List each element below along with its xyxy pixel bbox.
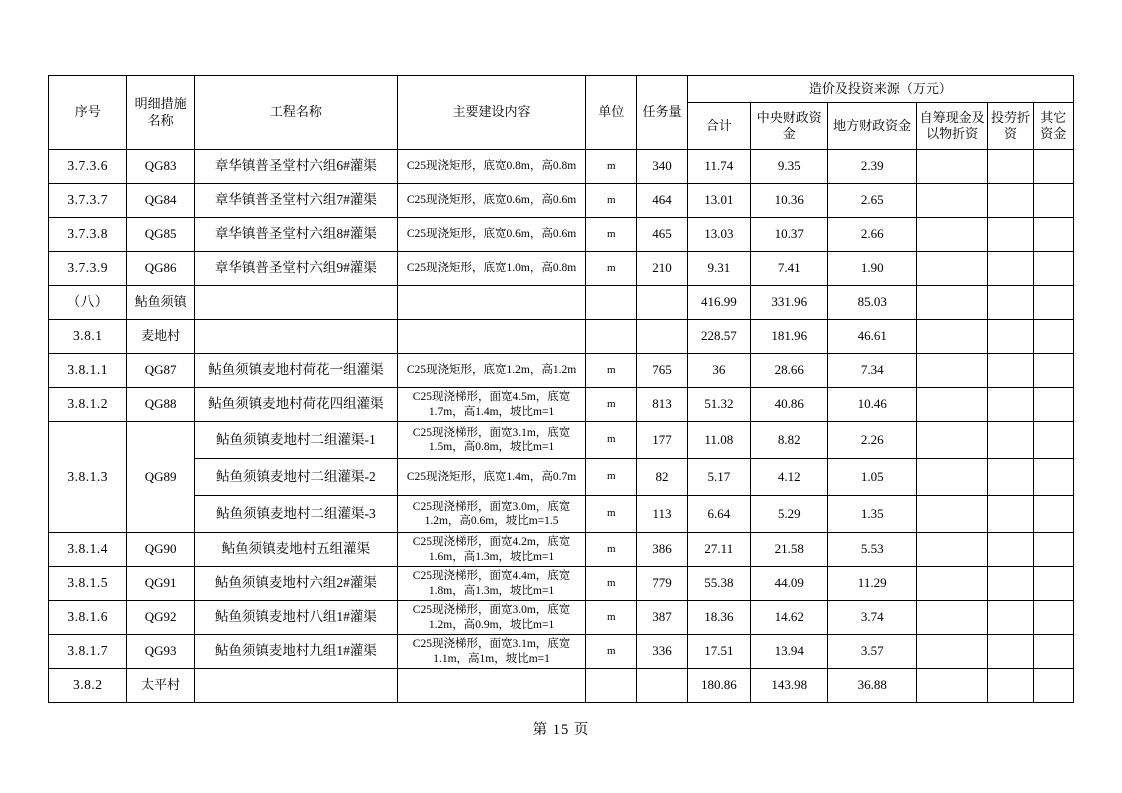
cell-local-funds: 2.39 (828, 150, 917, 184)
cell-quantity: 464 (637, 184, 687, 218)
cell-central-funds: 331.96 (751, 286, 828, 320)
cell-quantity: 779 (637, 567, 687, 601)
cell-other-funds (1033, 150, 1073, 184)
cell-project-name: 鲇鱼须镇麦地村二组灌渠-2 (194, 459, 397, 496)
cell-other-funds (1033, 252, 1073, 286)
cell-measure-code: QG87 (127, 354, 194, 388)
cell-quantity: 765 (637, 354, 687, 388)
table-row (49, 388, 1074, 422)
cell-self-raised-funds (916, 218, 987, 252)
cell-self-raised-funds (916, 635, 987, 669)
cell-labor-funds (988, 422, 1033, 459)
cell-self-raised-funds (916, 320, 987, 354)
cell-labor-funds (988, 459, 1033, 496)
cell-seq: 3.7.3.9 (49, 252, 127, 286)
cell-total: 55.38 (687, 567, 750, 601)
cell-self-raised-funds (916, 388, 987, 422)
cell-main-content: C25现浇梯形，面宽4.4m，底宽1.8m，高1.3m，坡比m=1 (398, 567, 586, 601)
cell-total: 9.31 (687, 252, 750, 286)
cell-self-raised-funds (916, 150, 987, 184)
cell-measure-code: QG86 (127, 252, 194, 286)
cell-local-funds: 85.03 (828, 286, 917, 320)
cell-total: 180.86 (687, 669, 750, 703)
cell-quantity (637, 320, 687, 354)
cell-unit: m (586, 218, 637, 252)
cell-unit: m (586, 354, 637, 388)
table-row (49, 459, 1074, 496)
cell-main-content: C25现浇矩形，底宽1.4m，高0.7m (398, 459, 586, 496)
cell-central-funds: 14.62 (751, 601, 828, 635)
cell-main-content: C25现浇矩形，底宽1.0m，高0.8m (398, 252, 586, 286)
cell-project-name: 鲇鱼须镇麦地村五组灌渠 (194, 533, 397, 567)
cost-table-container (48, 75, 1074, 703)
cell-measure-code: QG89 (127, 422, 194, 533)
header-central-funds: 中央财政资金 (751, 103, 828, 150)
cell-central-funds: 143.98 (751, 669, 828, 703)
cell-other-funds (1033, 459, 1073, 496)
cell-unit (586, 286, 637, 320)
cell-unit: m (586, 388, 637, 422)
cell-measure-code: QG90 (127, 533, 194, 567)
cell-labor-funds (988, 286, 1033, 320)
cell-unit: m (586, 533, 637, 567)
cell-project-name: 鲇鱼须镇麦地村二组灌渠-3 (194, 496, 397, 533)
cell-main-content (398, 320, 586, 354)
cell-total: 18.36 (687, 601, 750, 635)
cell-central-funds: 21.58 (751, 533, 828, 567)
cell-other-funds (1033, 286, 1073, 320)
cell-other-funds (1033, 320, 1073, 354)
cell-other-funds (1033, 496, 1073, 533)
cell-labor-funds (988, 184, 1033, 218)
table-row (49, 669, 1074, 703)
cell-measure-code: 麦地村 (127, 320, 194, 354)
cell-project-name: 鲇鱼须镇麦地村九组1#灌渠 (194, 635, 397, 669)
cell-quantity (637, 286, 687, 320)
cell-labor-funds (988, 218, 1033, 252)
header-quantity: 任务量 (637, 76, 687, 150)
cell-central-funds: 9.35 (751, 150, 828, 184)
table-row (49, 422, 1074, 459)
investment-summary-table (48, 75, 1074, 703)
cell-measure-code: 鲇鱼须镇 (127, 286, 194, 320)
cell-seq: 3.7.3.6 (49, 150, 127, 184)
cell-main-content: C25现浇梯形，面宽3.1m，底宽1.5m，高0.8m，坡比m=1 (398, 422, 586, 459)
cell-total: 27.11 (687, 533, 750, 567)
cell-main-content: C25现浇矩形，底宽0.8m，高0.8m (398, 150, 586, 184)
cell-seq: 3.7.3.7 (49, 184, 127, 218)
cell-seq: （八） (49, 286, 127, 320)
cell-quantity: 340 (637, 150, 687, 184)
cell-total: 228.57 (687, 320, 750, 354)
cell-quantity: 177 (637, 422, 687, 459)
cell-total: 13.01 (687, 184, 750, 218)
cell-other-funds (1033, 218, 1073, 252)
cell-other-funds (1033, 669, 1073, 703)
cell-unit: m (586, 252, 637, 286)
cell-total: 51.32 (687, 388, 750, 422)
cell-central-funds: 28.66 (751, 354, 828, 388)
cell-total: 11.08 (687, 422, 750, 459)
cell-central-funds: 7.41 (751, 252, 828, 286)
header-measure-code: 明细措施名称 (127, 76, 194, 150)
cell-labor-funds (988, 533, 1033, 567)
cell-seq: 3.8.1.6 (49, 601, 127, 635)
cell-labor-funds (988, 635, 1033, 669)
cell-measure-code: 太平村 (127, 669, 194, 703)
cell-labor-funds (988, 354, 1033, 388)
cell-central-funds: 181.96 (751, 320, 828, 354)
cell-project-name: 章华镇普圣堂村六组8#灌渠 (194, 218, 397, 252)
cell-main-content: C25现浇梯形，面宽4.2m，底宽1.6m，高1.3m，坡比m=1 (398, 533, 586, 567)
cell-total: 13.03 (687, 218, 750, 252)
cell-seq: 3.8.1.2 (49, 388, 127, 422)
cell-measure-code: QG83 (127, 150, 194, 184)
table-body (49, 150, 1074, 703)
cell-local-funds: 11.29 (828, 567, 917, 601)
cell-unit: m (586, 150, 637, 184)
header-total: 合计 (687, 103, 750, 150)
cell-local-funds: 1.35 (828, 496, 917, 533)
table-row (49, 286, 1074, 320)
cell-project-name: 章华镇普圣堂村六组9#灌渠 (194, 252, 397, 286)
cell-local-funds: 46.61 (828, 320, 917, 354)
table-row (49, 218, 1074, 252)
cell-self-raised-funds (916, 567, 987, 601)
cell-self-raised-funds (916, 496, 987, 533)
header-self-raised-funds: 自筹现金及以物折资 (916, 103, 987, 150)
cell-project-name: 章华镇普圣堂村六组6#灌渠 (194, 150, 397, 184)
cell-main-content: C25现浇梯形，面宽3.1m，底宽1.1m，高1m，坡比m=1 (398, 635, 586, 669)
cell-project-name: 鲇鱼须镇麦地村荷花一组灌渠 (194, 354, 397, 388)
cell-total: 11.74 (687, 150, 750, 184)
header-main-content: 主要建设内容 (398, 76, 586, 150)
cell-quantity: 387 (637, 601, 687, 635)
table-row (49, 567, 1074, 601)
cell-measure-code: QG85 (127, 218, 194, 252)
cell-total: 36 (687, 354, 750, 388)
cell-measure-code: QG93 (127, 635, 194, 669)
cell-main-content: C25现浇矩形，底宽0.6m，高0.6m (398, 218, 586, 252)
cell-central-funds: 44.09 (751, 567, 828, 601)
header-seq: 序号 (49, 76, 127, 150)
cell-measure-code: QG88 (127, 388, 194, 422)
cell-quantity: 82 (637, 459, 687, 496)
cell-central-funds: 4.12 (751, 459, 828, 496)
cell-project-name: 鲇鱼须镇麦地村八组1#灌渠 (194, 601, 397, 635)
cell-seq: 3.8.1.3 (49, 422, 127, 533)
cell-unit: m (586, 567, 637, 601)
cell-project-name: 鲇鱼须镇麦地村二组灌渠-1 (194, 422, 397, 459)
cell-local-funds: 1.90 (828, 252, 917, 286)
cell-seq: 3.8.1.4 (49, 533, 127, 567)
cell-quantity: 465 (637, 218, 687, 252)
header-other-funds: 其它资金 (1033, 103, 1073, 150)
cell-measure-code: QG91 (127, 567, 194, 601)
cell-other-funds (1033, 635, 1073, 669)
table-row (49, 252, 1074, 286)
cell-quantity: 113 (637, 496, 687, 533)
cell-local-funds: 10.46 (828, 388, 917, 422)
cell-local-funds: 36.88 (828, 669, 917, 703)
cell-total: 6.64 (687, 496, 750, 533)
cell-main-content: C25现浇矩形，底宽1.2m，高1.2m (398, 354, 586, 388)
cell-local-funds: 2.26 (828, 422, 917, 459)
cell-unit (586, 320, 637, 354)
cell-self-raised-funds (916, 669, 987, 703)
cell-seq: 3.7.3.8 (49, 218, 127, 252)
cell-local-funds: 2.65 (828, 184, 917, 218)
cell-other-funds (1033, 354, 1073, 388)
table-row (49, 184, 1074, 218)
table-header (49, 76, 1074, 150)
cell-measure-code: QG92 (127, 601, 194, 635)
cell-seq: 3.8.1.7 (49, 635, 127, 669)
cell-project-name (194, 669, 397, 703)
cell-central-funds: 5.29 (751, 496, 828, 533)
cell-seq: 3.8.1.5 (49, 567, 127, 601)
page-number-footer: 第 15 页 (532, 722, 590, 738)
cell-quantity (637, 669, 687, 703)
cell-other-funds (1033, 567, 1073, 601)
cell-unit: m (586, 635, 637, 669)
cell-total: 416.99 (687, 286, 750, 320)
cell-quantity: 813 (637, 388, 687, 422)
cell-central-funds: 13.94 (751, 635, 828, 669)
cell-local-funds: 5.53 (828, 533, 917, 567)
cell-unit: m (586, 601, 637, 635)
cell-self-raised-funds (916, 459, 987, 496)
cell-total: 5.17 (687, 459, 750, 496)
cell-other-funds (1033, 184, 1073, 218)
cell-project-name: 章华镇普圣堂村六组7#灌渠 (194, 184, 397, 218)
cell-unit: m (586, 496, 637, 533)
table-row (49, 635, 1074, 669)
cell-project-name (194, 286, 397, 320)
cell-central-funds: 40.86 (751, 388, 828, 422)
table-row (49, 601, 1074, 635)
table-row (49, 496, 1074, 533)
cell-other-funds (1033, 601, 1073, 635)
cell-measure-code: QG84 (127, 184, 194, 218)
cell-seq: 3.8.2 (49, 669, 127, 703)
cell-project-name: 鲇鱼须镇麦地村六组2#灌渠 (194, 567, 397, 601)
cell-labor-funds (988, 388, 1033, 422)
table-row (49, 150, 1074, 184)
cell-labor-funds (988, 669, 1033, 703)
cell-main-content (398, 669, 586, 703)
cell-main-content (398, 286, 586, 320)
cell-main-content: C25现浇矩形，底宽0.6m，高0.6m (398, 184, 586, 218)
cell-quantity: 210 (637, 252, 687, 286)
cell-local-funds: 3.74 (828, 601, 917, 635)
cell-seq: 3.8.1 (49, 320, 127, 354)
table-row (49, 354, 1074, 388)
cell-central-funds: 10.37 (751, 218, 828, 252)
cell-self-raised-funds (916, 422, 987, 459)
header-row-top (49, 76, 1074, 103)
cell-other-funds (1033, 388, 1073, 422)
cell-self-raised-funds (916, 601, 987, 635)
header-local-funds: 地方财政资金 (828, 103, 917, 150)
cell-self-raised-funds (916, 354, 987, 388)
cell-unit: m (586, 184, 637, 218)
header-project-name: 工程名称 (194, 76, 397, 150)
cell-labor-funds (988, 601, 1033, 635)
cell-labor-funds (988, 496, 1033, 533)
cell-other-funds (1033, 422, 1073, 459)
cell-local-funds: 3.57 (828, 635, 917, 669)
cell-self-raised-funds (916, 286, 987, 320)
cell-total: 17.51 (687, 635, 750, 669)
cell-labor-funds (988, 567, 1033, 601)
cell-quantity: 386 (637, 533, 687, 567)
cell-other-funds (1033, 533, 1073, 567)
cell-main-content: C25现浇梯形，面宽4.5m，底宽1.7m，高1.4m，坡比m=1 (398, 388, 586, 422)
cell-self-raised-funds (916, 533, 987, 567)
cell-unit: m (586, 422, 637, 459)
cell-unit (586, 669, 637, 703)
cell-local-funds: 2.66 (828, 218, 917, 252)
table-row (49, 320, 1074, 354)
cell-labor-funds (988, 150, 1033, 184)
cell-labor-funds (988, 252, 1033, 286)
header-labor-funds: 投劳折资 (988, 103, 1033, 150)
cell-labor-funds (988, 320, 1033, 354)
cell-local-funds: 7.34 (828, 354, 917, 388)
header-unit: 单位 (586, 76, 637, 150)
table-row (49, 533, 1074, 567)
cell-quantity: 336 (637, 635, 687, 669)
cell-seq: 3.8.1.1 (49, 354, 127, 388)
cell-central-funds: 8.82 (751, 422, 828, 459)
cell-central-funds: 10.36 (751, 184, 828, 218)
header-cost-group: 造价及投资来源（万元） (687, 76, 1073, 103)
cell-main-content: C25现浇梯形，面宽3.0m，底宽1.2m，高0.9m，坡比m=1 (398, 601, 586, 635)
cell-self-raised-funds (916, 184, 987, 218)
cell-main-content: C25现浇梯形，面宽3.0m，底宽1.2m，高0.6m，坡比m=1.5 (398, 496, 586, 533)
cell-self-raised-funds (916, 252, 987, 286)
cell-project-name: 鲇鱼须镇麦地村荷花四组灌渠 (194, 388, 397, 422)
cell-unit: m (586, 459, 637, 496)
cell-project-name (194, 320, 397, 354)
cell-local-funds: 1.05 (828, 459, 917, 496)
